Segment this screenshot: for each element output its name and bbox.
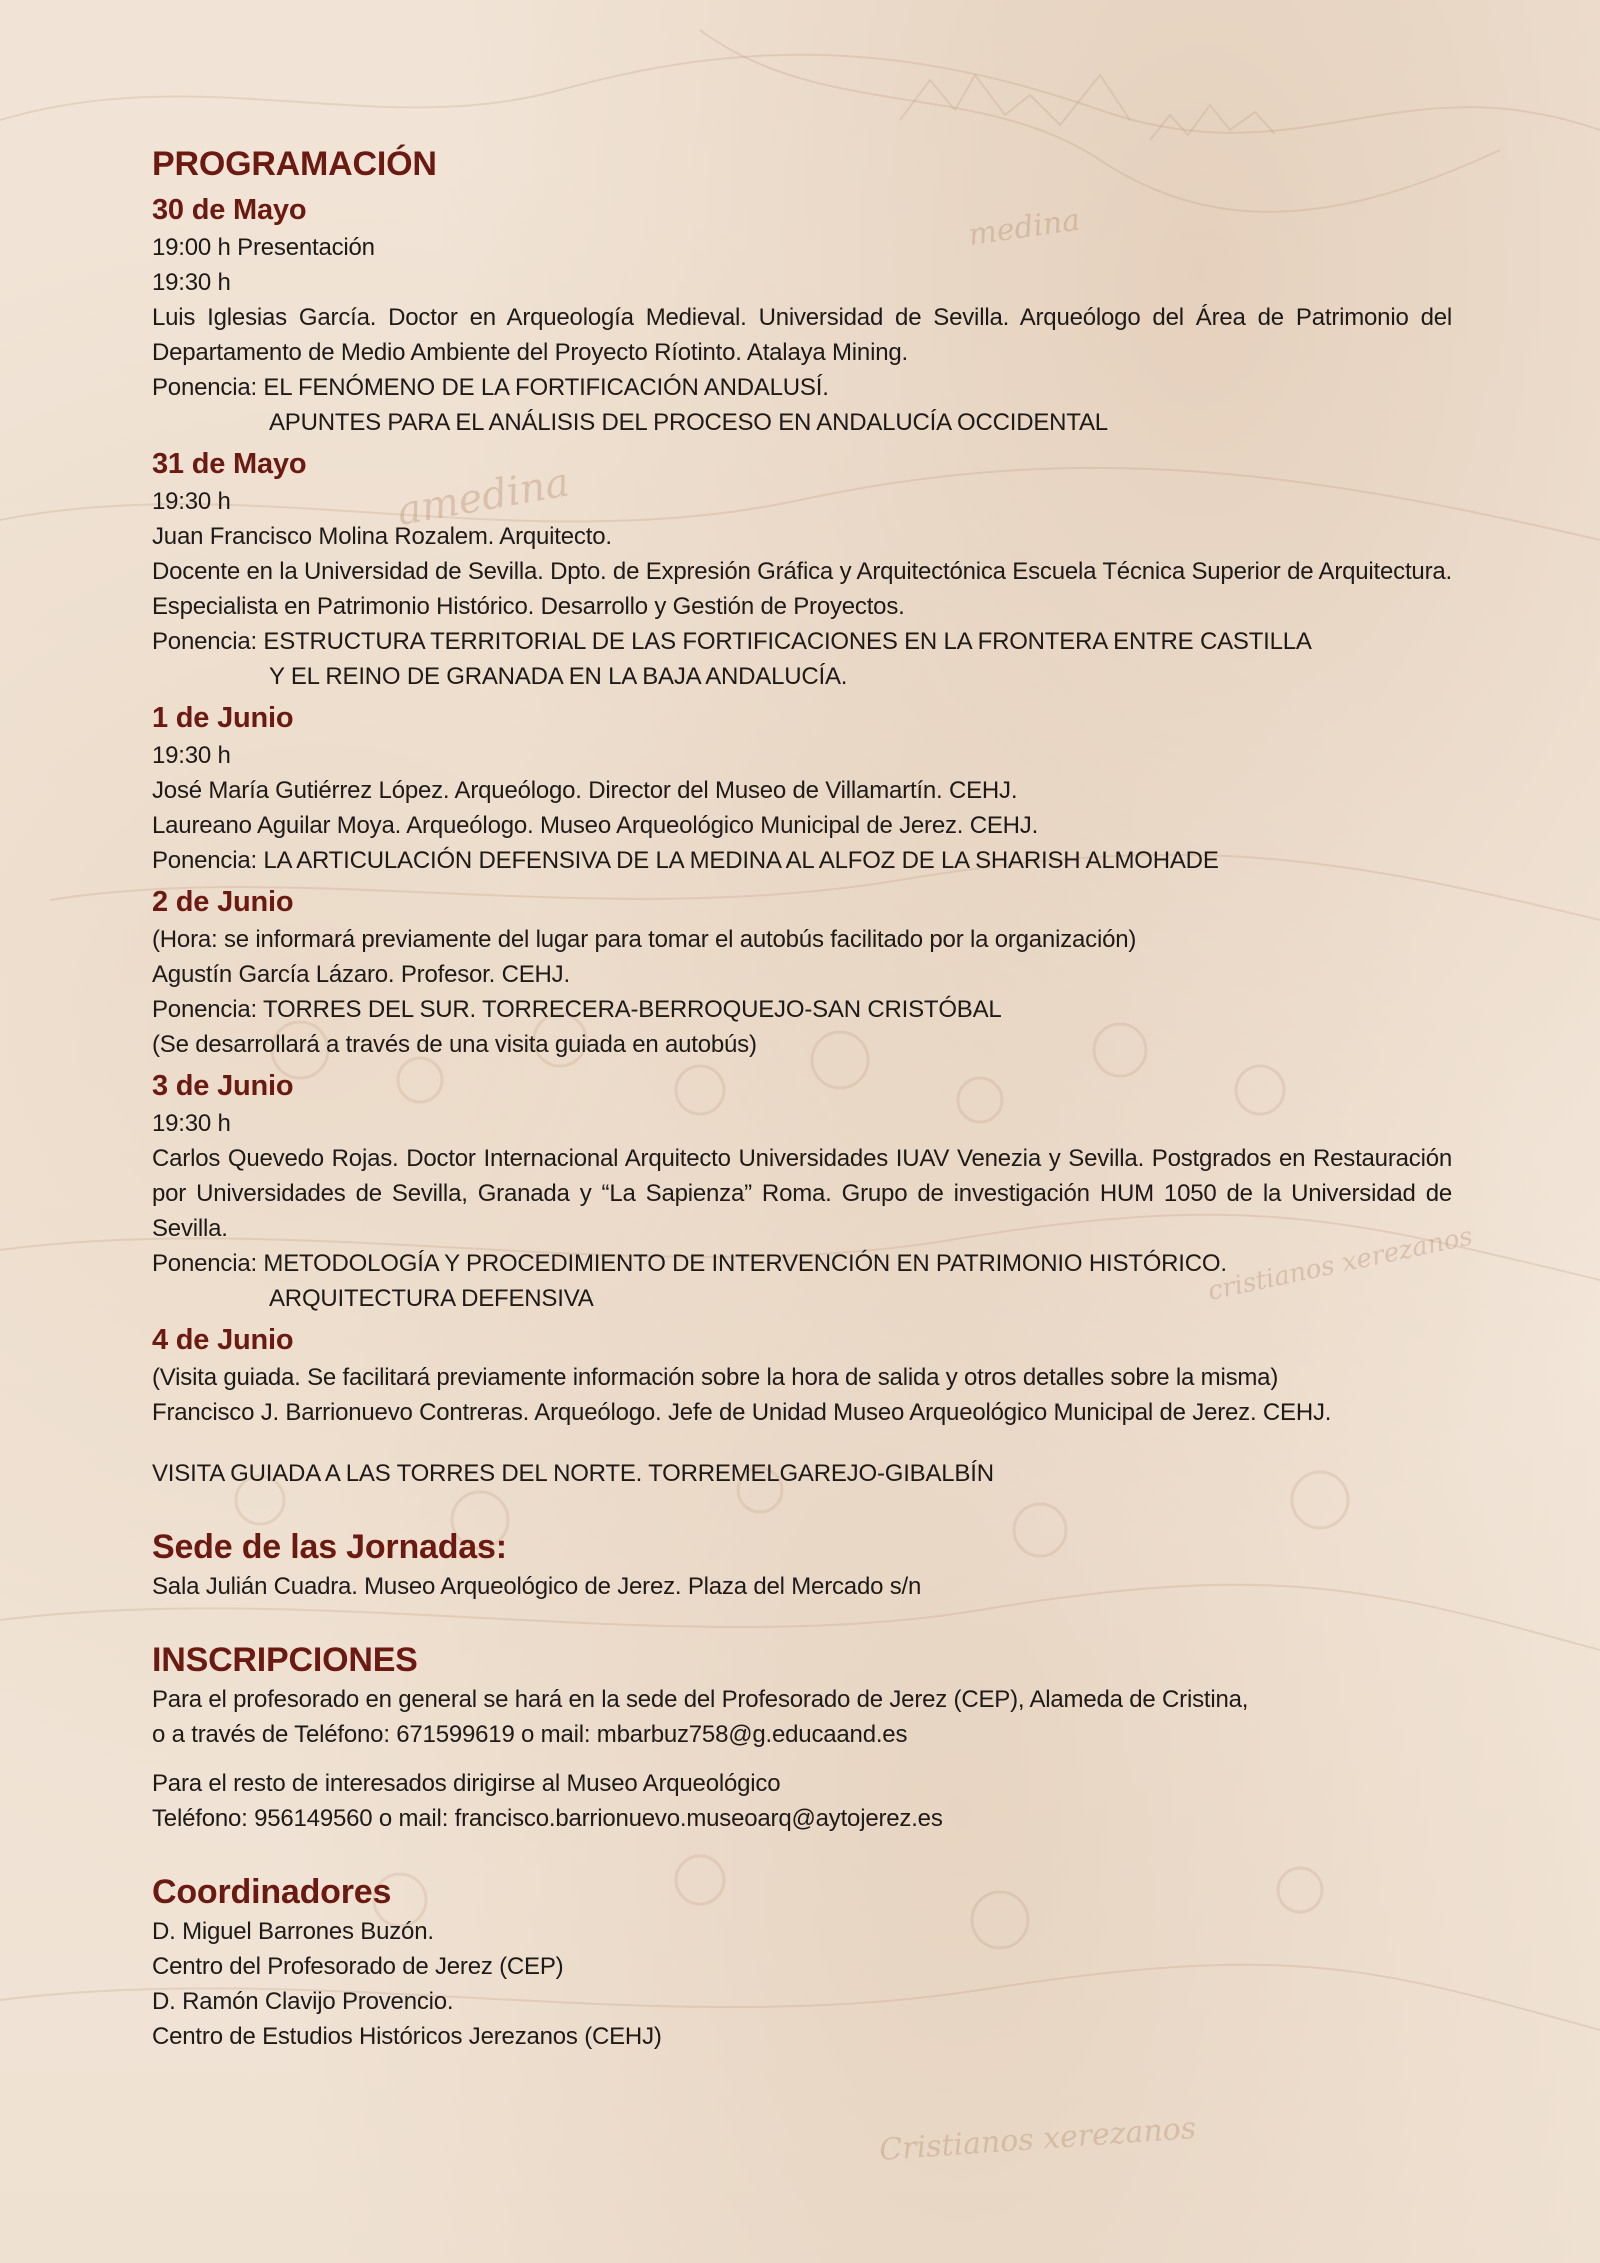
coordinator-name: D. Ramón Clavijo Provencio.	[152, 1988, 454, 2015]
inscripciones-text: Para el resto de interesados dirigirse al Museo Arqueológico	[152, 1770, 781, 1797]
visit-title: VISITA GUIADA A LAS TORRES DEL NORTE. TORREMELGAREJO-GIBALBÍN	[152, 1460, 994, 1487]
day-heading: 31 de Mayo	[152, 448, 307, 480]
speaker-bio: Luis Iglesias García. Doctor en Arqueología Medieval. Universidad de Sevilla. Arqueólogo del Área de Patrimonio del Departamento de Medio Ambiente del Proyecto Ríotinto. Atalaya Mining.	[152, 304, 1452, 366]
speaker-bio: Agustín García Lázaro. Profesor. CEHJ.	[152, 961, 570, 988]
program-content	[152, 142, 1452, 2054]
programacion-title: PROGRAMACIÓN	[152, 145, 437, 183]
talk-title: Ponencia: METODOLOGÍA Y PROCEDIMIENTO DE INTERVENCIÓN EN PATRIMONIO HISTÓRICO.	[152, 1250, 1227, 1277]
sede-address: Sala Julián Cuadra. Museo Arqueológico de Jerez. Plaza del Mercado s/n	[152, 1573, 922, 1600]
inscripciones-text: Para el profesorado en general se hará en la sede del Profesorado de Jerez (CEP), Alameda de Cristina,	[152, 1686, 1249, 1713]
coordinator-name: D. Miguel Barrones Buzón.	[152, 1918, 434, 1945]
spacer	[152, 1430, 1452, 1456]
day-heading: 30 de Mayo	[152, 194, 307, 226]
speaker-bio: José María Gutiérrez López. Arqueólogo. Director del Museo de Villamartín. CEHJ.	[152, 777, 1018, 804]
schedule-note: (Visita guiada. Se facilitará previamente información sobre la hora de salida y otros detalles sobre la misma)	[152, 1364, 1279, 1391]
inscripciones-contact: o a través de Teléfono: 671599619 o mail: mbarbuz758@g.educaand.es	[152, 1721, 908, 1748]
schedule-note: (Se desarrollará a través de una visita guiada en autobús)	[152, 1031, 757, 1058]
inscripciones-title: INSCRIPCIONES	[152, 1641, 418, 1679]
schedule-time: 19:30 h	[152, 488, 231, 515]
talk-title-continued: APUNTES PARA EL ANÁLISIS DEL PROCESO EN ANDALUCÍA OCCIDENTAL	[269, 409, 1108, 436]
speaker-name: Juan Francisco Molina Rozalem. Arquitecto.	[152, 523, 612, 550]
schedule-time: 19:30 h	[152, 1110, 231, 1137]
bg-handwriting-4: Cristianos xerezanos	[878, 2110, 1198, 2168]
coordinator-affiliation: Centro del Profesorado de Jerez (CEP)	[152, 1953, 564, 1980]
spacer	[152, 1752, 1452, 1766]
talk-title: Ponencia: EL FENÓMENO DE LA FORTIFICACIÓN ANDALUSÍ.	[152, 374, 829, 401]
schedule-time: 19:30 h	[152, 269, 231, 296]
talk-title-continued: Y EL REINO DE GRANADA EN LA BAJA ANDALUCÍA.	[269, 663, 848, 690]
inscripciones-contact: Teléfono: 956149560 o mail: francisco.barrionuevo.museoarq@aytojerez.es	[152, 1805, 943, 1832]
talk-title: Ponencia: LA ARTICULACIÓN DEFENSIVA DE LA MEDINA AL ALFOZ DE LA SHARISH ALMOHADE	[152, 847, 1219, 874]
speaker-bio: Laureano Aguilar Moya. Arqueólogo. Museo Arqueológico Municipal de Jerez. CEHJ.	[152, 812, 1039, 839]
talk-title-continued: ARQUITECTURA DEFENSIVA	[269, 1285, 594, 1312]
speaker-bio: Francisco J. Barrionuevo Contreras. Arqueólogo. Jefe de Unidad Museo Arqueológico Municipal de Jerez. CEHJ.	[152, 1399, 1332, 1426]
coordinadores-title: Coordinadores	[152, 1873, 392, 1911]
bg-handwriting-3: cristianos xerezanos	[1205, 1221, 1476, 1307]
speaker-bio: Docente en la Universidad de Sevilla. Dpto. de Expresión Gráfica y Arquitectónica Escuela Técnica Superior de Arquitectura. Especialista en Patrimonio Histórico. Desarrollo y Gestión de Proyectos.	[152, 558, 1452, 620]
coordinator-affiliation: Centro de Estudios Históricos Jerezanos (CEHJ)	[152, 2023, 662, 2050]
day-heading: 4 de Junio	[152, 1324, 294, 1356]
day-heading: 2 de Junio	[152, 886, 294, 918]
bg-handwriting-2: amedina	[393, 459, 573, 535]
day-heading: 3 de Junio	[152, 1070, 294, 1102]
schedule-note: (Hora: se informará previamente del lugar para tomar el autobús facilitado por la organización)	[152, 926, 1137, 953]
schedule-time: 19:30 h	[152, 742, 231, 769]
talk-title: Ponencia: ESTRUCTURA TERRITORIAL DE LAS FORTIFICACIONES EN LA FRONTERA ENTRE CASTILLA	[152, 628, 1312, 655]
sede-title: Sede de las Jornadas:	[152, 1528, 507, 1566]
talk-title: Ponencia: TORRES DEL SUR. TORRECERA-BERROQUEJO-SAN CRISTÓBAL	[152, 996, 1002, 1023]
day-heading: 1 de Junio	[152, 702, 294, 734]
speaker-bio: Carlos Quevedo Rojas. Doctor Internacional Arquitecto Universidades IUAV Venezia y Sevilla. Postgrados en Restauración por Universidades de Sevilla, Granada y “La Sapienza” Roma. Grupo de investigación HUM 1050 de la Universidad de Sevilla.	[152, 1145, 1452, 1242]
bg-handwriting-1: medina	[966, 202, 1083, 253]
schedule-time: 19:00 h Presentación	[152, 234, 375, 261]
